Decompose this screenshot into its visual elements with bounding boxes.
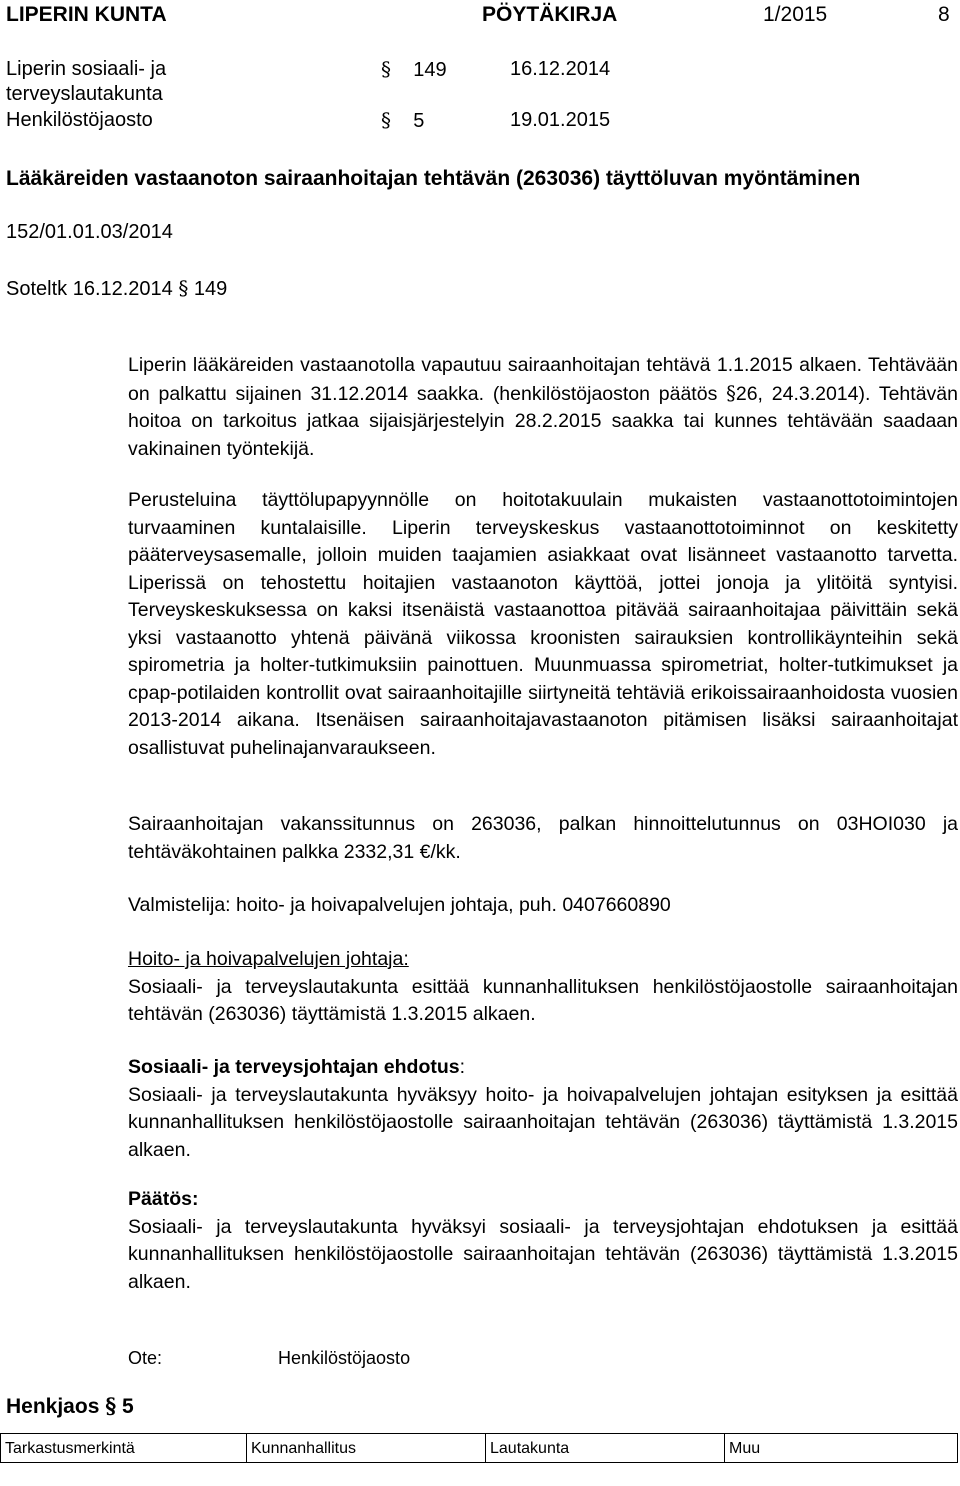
proposal-director (128, 946, 958, 1029)
board-date: 16.12.2014 (510, 58, 611, 80)
municipality-name: LIPERIN KUNTA (6, 3, 167, 26)
footer-table (0, 1433, 958, 1463)
footer-cell-board: Kunnanhallitus (247, 1434, 486, 1462)
decision (128, 1186, 958, 1296)
proposal-chief-heading: Sosiaali- ja terveysjohtajan ehdotus (128, 1056, 460, 1078)
preparer-line: Valmistelija: hoito- ja hoivapalvelujen johtaja, puh. 0407660890 (128, 894, 671, 916)
proposal-chief: Sosiaali- ja terveysjohtajan ehdotus: Sosiaali- ja terveyslautakunta hyväksyy hoito- ja hoivapalvelujen johtajan esityksen ja esittää kunnanhallituksen henkilöstöjaostolle sairaanhoitajan tehtävän (263036) täyttämistä 1.3.2015 alkaen. (128, 1054, 958, 1164)
footer-cell-inspection: Tarkastusmerkintä (1, 1434, 247, 1462)
document-number: 1/2015 (763, 3, 828, 26)
board-name-line2: terveyslautakunta (6, 83, 163, 105)
extract-label: Ote: (128, 1348, 163, 1368)
page-number: 8 (938, 3, 950, 26)
committee-name: Henkilöstöjaosto (6, 109, 153, 131)
proposal-director-text: Sosiaali- ja terveyslautakunta esittää kunnanhallituksen henkilöstöjaostolle sairaanhoitajan tehtävän (263036) täyttämistä 1.3.2015 alkaen. (128, 975, 958, 1025)
section-symbol: § (381, 57, 391, 81)
committee-section: § 5 (381, 108, 425, 132)
prior-handling: Soteltk 16.12.2014 § 149 (6, 276, 228, 300)
footer-cell-committee: Lautakunta (486, 1434, 725, 1462)
page-title: Lääkäreiden vastaanoton sairaanhoitajan tehtävän (263036) täyttöluvan myöntäminen (6, 167, 861, 190)
paragraph-justification: Perusteluina täyttölupapyynnölle on hoitotakuulain mukaisten vastaanottotoimintojen turvaaminen kuntalaisille. Liperin terveyskeskus vastaanottotoiminnot on keskitetty pääterveysasemalle, jolloin muiden taajamien asiakkaat ovat lisänneet vastaanotto tarvetta. Liperissä on tehostettu hoitajien vastaanoton käyttöä, jottei jonoja ja ylitöitä syntyisi. Terveyskeskuksessa on kaksi itsenäistä vastaanottoa pitävää sairaanhoitajaa päivittäin sekä yksi vastaanotto yhtenä päivänä viikossa kroonisten sairauksien kontrollikäynteihin sekä spirometria ja holter-tutkimuksiin painottuen. Muunmuassa spirometriat, holter-tutkimukset ja cpap-potilaiden kontrollit ovat sairaanhoitajille siirtyneitä tehtäviä erikoissairaanhoidosta vuosien 2013-2014 aikana. Itsenäisen sairaanhoitajavastaanoton pitämisen lisäksi sairaanhoitajat osallistuvat puhelinajanvaraukseen. (128, 489, 958, 759)
proposal-chief-text: Sosiaali- ja terveyslautakunta hyväksyy hoito- ja hoivapalvelujen johtajan esityksen ja esittää kunnanhallituksen henkilöstöjaostolle sairaanhoitajan tehtävän (263036) täyttämistä 1.3.2015 alkaen. (128, 1083, 958, 1161)
decision-text: Sosiaali- ja terveyslautakunta hyväksyi sosiaali- ja terveysjohtajan ehdotuksen ja esittää kunnanhallituksen henkilöstöjaostolle sairaanhoitajan tehtävän (263036) täyttämistä 1.3.2015 alkaen. (128, 1215, 958, 1293)
paragraph-background: Liperin lääkäreiden vastaanotolla vapautuu sairaanhoitajan tehtävä 1.1.2015 alkaen. Tehtävään on palkattu sijainen 31.12.2014 saakka. (henkilöstöjaoston päätös §26, 24.3.2014). Tehtävän hoitoa on tarkoitus jatkaa sijaisjärjestelyin 28.2.2015 saakka tai kunnes tehtävään saadaan vakinainen työntekijä. (128, 354, 958, 460)
committee-date: 19.01.2015 (510, 109, 611, 131)
footer-cell-other: Muu (729, 1440, 761, 1457)
board-section: § 149 (381, 57, 447, 81)
proposal-director-heading: Hoito- ja hoivapalvelujen johtaja: (128, 948, 409, 970)
reference-number: 152/01.01.03/2014 (6, 221, 173, 243)
footer-section-reference: Henkjaos § 5 (6, 1393, 134, 1418)
board-name-line1: Liperin sosiaali- ja (6, 58, 167, 80)
decision-heading: Päätös: (128, 1188, 199, 1210)
document-type: PÖYTÄKIRJA (482, 3, 618, 26)
extract-recipient: Henkilöstöjaosto (278, 1348, 411, 1368)
paragraph-salary: Sairaanhoitajan vakanssitunnus on 263036, palkan hinnoittelutunnus on 03HOI030 ja tehtäväkohtainen palkka 2332,31 €/kk. (128, 813, 958, 863)
